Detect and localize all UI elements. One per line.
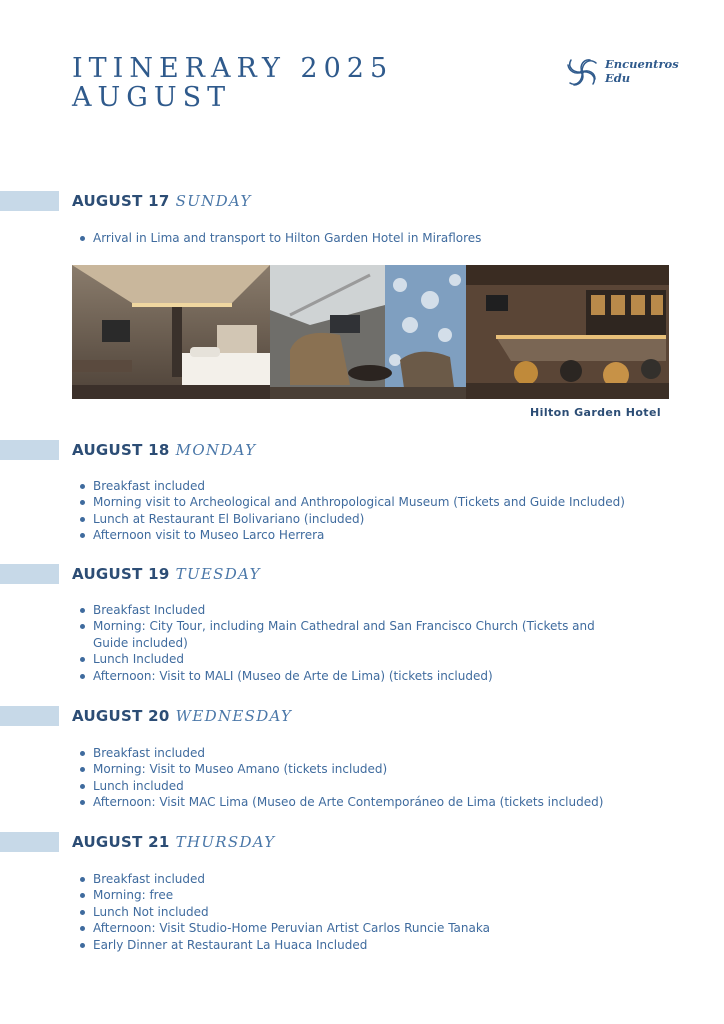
day-heading-aug18: [72, 441, 256, 459]
page-title: [72, 54, 393, 112]
title-line-1: ITINERARY 2025: [72, 53, 394, 84]
activity-list-aug18: [93, 478, 633, 544]
list-item: Breakfast included: [93, 871, 633, 887]
list-item: Morning visit to Archeological and Anthropological Museum (Tickets and Guide Included): [93, 494, 633, 510]
list-item: Lunch Not included: [93, 904, 633, 920]
list-item: Breakfast Included: [93, 602, 633, 618]
day-accent-bar: [0, 706, 59, 726]
list-item: Morning: free: [93, 887, 633, 903]
hotel-lobby-photo: [270, 265, 466, 399]
list-item: Morning: Visit to Museo Amano (tickets included): [93, 761, 633, 777]
day-weekday: MONDAY: [175, 441, 257, 459]
day-accent-bar: [0, 564, 59, 584]
list-item: Breakfast included: [93, 745, 633, 761]
hotel-room-photo: [72, 265, 270, 399]
day-heading-aug21: [72, 833, 276, 851]
day-accent-bar: [0, 191, 59, 211]
day-accent-bar: [0, 440, 59, 460]
list-item: Morning: City Tour, including Main Cathedral and San Francisco Church (Tickets and Guide included): [93, 618, 633, 651]
day-date: AUGUST 20: [72, 707, 170, 725]
list-item: Arrival in Lima and transport to Hilton Garden Hotel in Miraflores: [93, 230, 633, 246]
hotel-photo-strip: [72, 265, 669, 399]
list-item: Afternoon visit to Museo Larco Herrera: [93, 527, 633, 543]
photo-caption: Hilton Garden Hotel: [530, 406, 661, 419]
day-accent-bar: [0, 832, 59, 852]
day-date: AUGUST 18: [72, 441, 170, 459]
swirl-logo-icon: [563, 54, 601, 90]
day-date: AUGUST 17: [72, 192, 170, 210]
activity-list-aug17: [93, 230, 633, 246]
list-item: Early Dinner at Restaurant La Huaca Included: [93, 937, 633, 953]
day-weekday: THURSDAY: [175, 833, 276, 851]
list-item: Afternoon: Visit to MALI (Museo de Arte de Lima) (tickets included): [93, 668, 633, 684]
logo-text-line-2: Edu: [605, 71, 631, 85]
day-heading-aug17: [72, 192, 252, 210]
list-item: Lunch Included: [93, 651, 633, 667]
day-date: AUGUST 21: [72, 833, 170, 851]
activity-list-aug21: [93, 871, 633, 953]
day-weekday: WEDNESDAY: [175, 707, 293, 725]
hotel-bar-photo: [466, 265, 669, 399]
activity-list-aug19: [93, 602, 633, 684]
list-item: Breakfast included: [93, 478, 633, 494]
logo-text-line-1: Encuentros: [605, 57, 679, 71]
title-line-2: AUGUST: [72, 82, 232, 113]
day-heading-aug20: [72, 707, 292, 725]
list-item: Afternoon: Visit Studio-Home Peruvian Artist Carlos Runcie Tanaka: [93, 920, 633, 936]
activity-list-aug20: [93, 745, 633, 811]
day-date: AUGUST 19: [72, 565, 170, 583]
list-item: Afternoon: Visit MAC Lima (Museo de Arte Contemporáneo de Lima (tickets included): [93, 794, 633, 810]
day-weekday: TUESDAY: [175, 565, 261, 583]
list-item: Lunch at Restaurant El Bolivariano (included): [93, 511, 633, 527]
day-heading-aug19: [72, 565, 261, 583]
brand-logo: [563, 54, 679, 90]
list-item: Lunch included: [93, 778, 633, 794]
day-weekday: SUNDAY: [175, 192, 252, 210]
